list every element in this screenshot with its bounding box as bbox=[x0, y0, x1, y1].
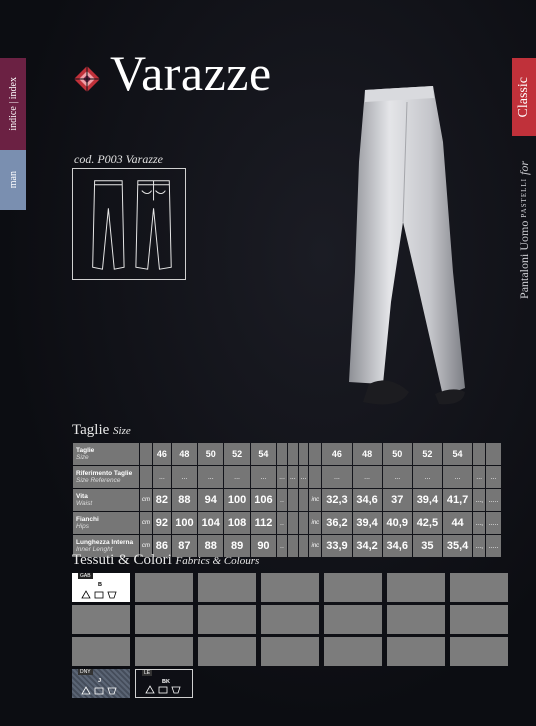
care-symbols-icon bbox=[144, 685, 186, 694]
fabric-code-chip: DNY bbox=[80, 669, 91, 675]
row-label-en: Size bbox=[76, 454, 89, 461]
size-value: 33,9 bbox=[322, 535, 351, 557]
fabric-swatch[interactable] bbox=[387, 605, 445, 634]
row-label-it: Vita bbox=[76, 493, 88, 500]
size-value: 35 bbox=[413, 535, 442, 557]
fabric-swatch[interactable] bbox=[450, 605, 508, 634]
unit-inc: inc bbox=[309, 512, 321, 534]
size-value: 106 bbox=[251, 489, 276, 511]
size-value: 100 bbox=[224, 489, 249, 511]
color-code: J bbox=[98, 678, 102, 684]
fabrics-heading-en: Fabrics & Colours bbox=[175, 555, 260, 567]
row-label-it: Riferimento Taglie bbox=[76, 470, 133, 477]
fabric-swatch-le[interactable] bbox=[135, 669, 193, 698]
fabric-swatch[interactable] bbox=[72, 605, 130, 634]
size-extra bbox=[486, 443, 501, 465]
fabric-code-chip: GAB bbox=[80, 573, 91, 579]
product-trousers-image bbox=[325, 72, 485, 432]
man-tab-label: man bbox=[7, 171, 19, 189]
row-label-it: Taglie bbox=[76, 447, 95, 454]
row-label-it: Lunghezza Interna bbox=[76, 539, 134, 546]
unit-inc bbox=[309, 443, 321, 465]
size-header: 54 bbox=[443, 443, 472, 465]
size-value: 34,6 bbox=[353, 489, 382, 511]
fabric-swatch-gab[interactable] bbox=[72, 573, 130, 602]
fabric-swatch[interactable] bbox=[72, 637, 130, 666]
product-code: cod. P003 Varazze bbox=[74, 152, 163, 166]
size-extra: ... bbox=[288, 466, 298, 488]
trouser-sketch-icon bbox=[72, 168, 186, 280]
size-extra: ... bbox=[299, 466, 309, 488]
man-tab[interactable] bbox=[0, 150, 26, 210]
size-header: 52 bbox=[224, 443, 249, 465]
size-value: 104 bbox=[198, 512, 223, 534]
size-extra: .. bbox=[277, 512, 287, 534]
size-table-row bbox=[73, 466, 501, 488]
size-header: 54 bbox=[251, 443, 276, 465]
size-value: 35,4 bbox=[443, 535, 472, 557]
fabric-swatch-grid bbox=[72, 573, 502, 698]
fabric-swatch[interactable] bbox=[324, 573, 382, 602]
size-extra bbox=[288, 489, 298, 511]
size-extra: .. bbox=[277, 535, 287, 557]
page-title: Varazze bbox=[110, 45, 272, 101]
size-extra: .. bbox=[277, 489, 287, 511]
size-header: 46 bbox=[153, 443, 171, 465]
fabric-swatch[interactable] bbox=[135, 605, 193, 634]
size-table bbox=[72, 442, 502, 558]
size-value: 90 bbox=[251, 535, 276, 557]
row-label bbox=[73, 489, 139, 511]
size-table-row bbox=[73, 512, 501, 534]
size-extra bbox=[277, 443, 287, 465]
color-code: B bbox=[98, 582, 102, 588]
size-extra: ... bbox=[473, 466, 485, 488]
unit-cm bbox=[140, 466, 152, 488]
size-extra: ... bbox=[277, 466, 287, 488]
size-ref: ... bbox=[224, 466, 249, 488]
size-header: 48 bbox=[172, 443, 197, 465]
index-tab[interactable] bbox=[0, 58, 26, 150]
size-header: 50 bbox=[383, 443, 412, 465]
size-value: 100 bbox=[172, 512, 197, 534]
unit-cm: cm bbox=[140, 535, 152, 557]
row-label bbox=[73, 512, 139, 534]
size-extra bbox=[473, 443, 485, 465]
brand-main: Pantaloni Uomo bbox=[516, 220, 531, 299]
fabric-swatch[interactable] bbox=[261, 573, 319, 602]
fabric-swatch[interactable] bbox=[387, 573, 445, 602]
size-extra: ..., bbox=[473, 512, 485, 534]
size-value: 89 bbox=[224, 535, 249, 557]
size-ref: ... bbox=[383, 466, 412, 488]
size-ref: ... bbox=[322, 466, 351, 488]
row-label-en: Hips bbox=[76, 523, 90, 530]
size-extra bbox=[299, 489, 309, 511]
row-label-en: Size Reference bbox=[76, 477, 121, 484]
fabric-swatch[interactable] bbox=[198, 637, 256, 666]
sizes-heading-en: Size bbox=[113, 425, 131, 437]
size-value: 88 bbox=[172, 489, 197, 511]
care-symbols-icon bbox=[80, 590, 122, 599]
unit-cm bbox=[140, 443, 152, 465]
size-value: 32,3 bbox=[322, 489, 351, 511]
fabric-swatch-dny[interactable] bbox=[72, 669, 130, 698]
index-tab-label: indice | index bbox=[7, 77, 19, 131]
fabric-swatch[interactable] bbox=[324, 605, 382, 634]
size-header: 46 bbox=[322, 443, 351, 465]
size-ref: ... bbox=[251, 466, 276, 488]
size-value: 40,9 bbox=[383, 512, 412, 534]
size-value: 39,4 bbox=[353, 512, 382, 534]
size-value: 108 bbox=[224, 512, 249, 534]
size-value: 39,4 bbox=[413, 489, 442, 511]
size-header: 50 bbox=[198, 443, 223, 465]
size-ref: ... bbox=[353, 466, 382, 488]
sizes-heading bbox=[72, 422, 131, 439]
size-ref: ... bbox=[413, 466, 442, 488]
size-ref: ... bbox=[443, 466, 472, 488]
size-value: 86 bbox=[153, 535, 171, 557]
size-value: 94 bbox=[198, 489, 223, 511]
size-value: 82 bbox=[153, 489, 171, 511]
size-header: 52 bbox=[413, 443, 442, 465]
classic-tab-label: Classic bbox=[516, 76, 531, 118]
row-label-en: Waist bbox=[76, 500, 93, 507]
size-header: 48 bbox=[353, 443, 382, 465]
size-extra: ..... bbox=[486, 512, 501, 534]
size-value: 112 bbox=[251, 512, 276, 534]
brand-line bbox=[514, 140, 534, 320]
diamond-logo-icon bbox=[72, 64, 102, 94]
size-extra bbox=[299, 443, 309, 465]
size-extra: ..... bbox=[486, 489, 501, 511]
size-extra bbox=[299, 535, 309, 557]
size-ref: ... bbox=[153, 466, 171, 488]
fabrics-heading bbox=[72, 552, 259, 569]
size-extra bbox=[288, 512, 298, 534]
row-label bbox=[73, 466, 139, 488]
size-table-row bbox=[73, 443, 501, 465]
fabric-swatch[interactable] bbox=[261, 605, 319, 634]
size-ref: ... bbox=[198, 466, 223, 488]
unit-cm: cm bbox=[140, 489, 152, 511]
size-value: 37 bbox=[383, 489, 412, 511]
size-value: 42,5 bbox=[413, 512, 442, 534]
size-extra: ..., bbox=[473, 489, 485, 511]
unit-cm: cm bbox=[140, 512, 152, 534]
size-value: 36,2 bbox=[322, 512, 351, 534]
fabric-swatch[interactable] bbox=[387, 637, 445, 666]
size-ref: ... bbox=[172, 466, 197, 488]
brand-name: PASTELLI bbox=[519, 178, 528, 218]
size-value: 87 bbox=[172, 535, 197, 557]
fabrics-heading-it: Tessuti & Colori bbox=[72, 552, 172, 568]
sizes-heading-it: Taglie bbox=[72, 422, 110, 438]
fabric-swatch[interactable] bbox=[450, 573, 508, 602]
fabric-swatch[interactable] bbox=[135, 573, 193, 602]
unit-inc: inc bbox=[309, 535, 321, 557]
size-value: 44 bbox=[443, 512, 472, 534]
fabric-swatch[interactable] bbox=[450, 637, 508, 666]
fabric-swatch[interactable] bbox=[135, 637, 193, 666]
fabric-code-chip: LE bbox=[144, 670, 151, 676]
brand-for: for bbox=[516, 161, 531, 176]
care-symbols-icon bbox=[80, 686, 122, 695]
size-value: 41,7 bbox=[443, 489, 472, 511]
size-extra: ... bbox=[486, 466, 501, 488]
size-value: 88 bbox=[198, 535, 223, 557]
fabric-swatch[interactable] bbox=[261, 637, 319, 666]
size-extra bbox=[299, 512, 309, 534]
size-extra bbox=[288, 443, 298, 465]
size-value: 34,2 bbox=[353, 535, 382, 557]
classic-tab[interactable] bbox=[512, 58, 536, 136]
unit-inc: inc bbox=[309, 489, 321, 511]
fabric-swatch[interactable] bbox=[324, 637, 382, 666]
size-extra bbox=[288, 535, 298, 557]
size-table-row bbox=[73, 489, 501, 511]
size-value: 34,6 bbox=[383, 535, 412, 557]
size-extra: ..., bbox=[473, 535, 485, 557]
row-label-en: Inner Lenght bbox=[76, 546, 113, 553]
size-extra: ..... bbox=[486, 535, 501, 557]
unit-inc bbox=[309, 466, 321, 488]
fabric-swatch[interactable] bbox=[198, 573, 256, 602]
row-label-it: Fianchi bbox=[76, 516, 99, 523]
size-value: 92 bbox=[153, 512, 171, 534]
fabric-swatch[interactable] bbox=[198, 605, 256, 634]
row-label bbox=[73, 443, 139, 465]
color-code: BK bbox=[162, 679, 170, 685]
